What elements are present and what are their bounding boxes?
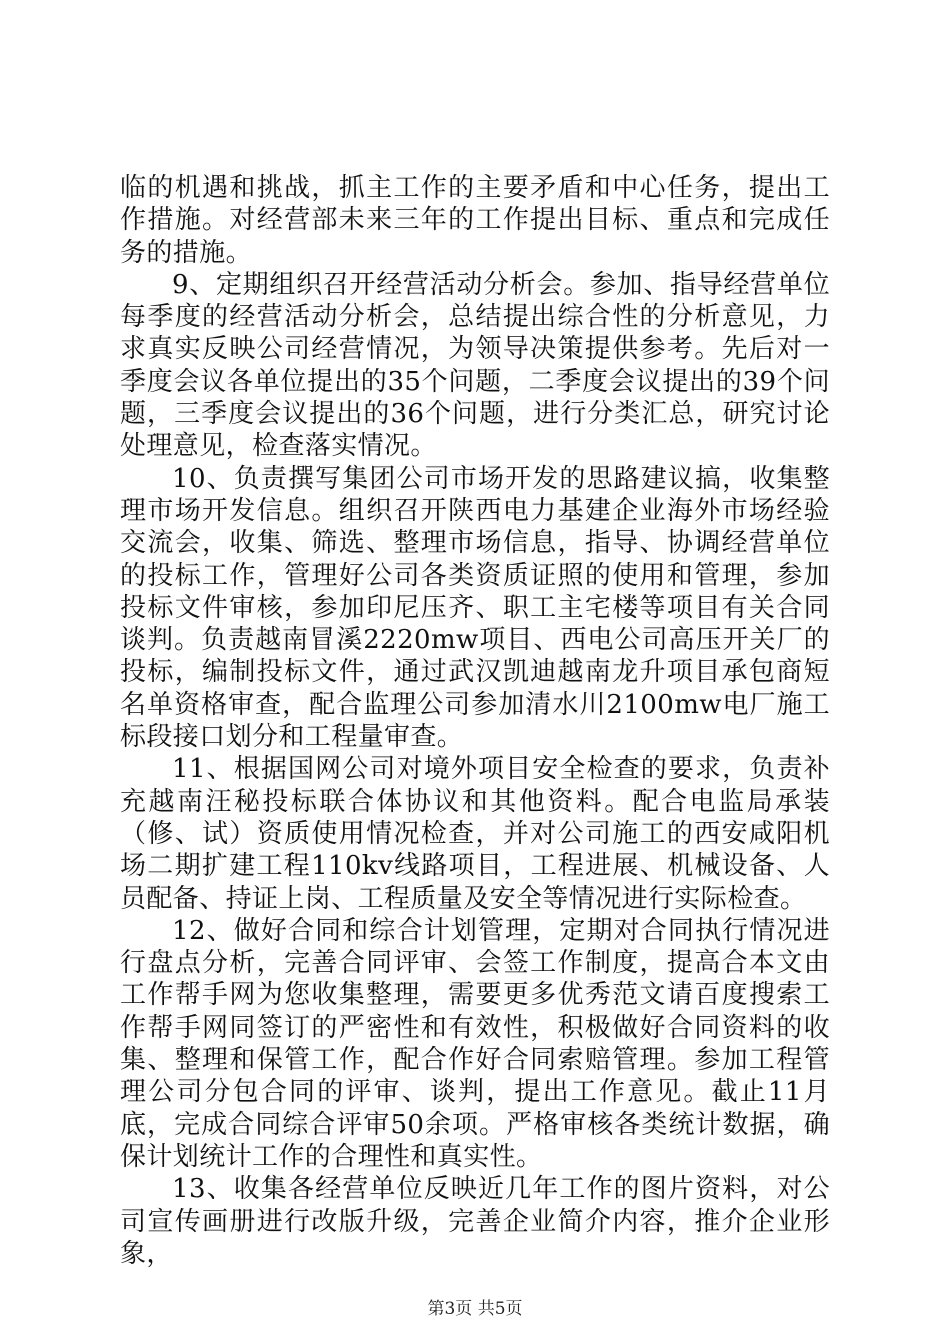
paragraph-item-9: 9、定期组织召开经营活动分析会。参加、指导经营单位每季度的经营活动分析会，总结提出综合性的分析意见，力求真实反映公司经营情况，为领导决策提供参考。先后对一季度会议各单位提出的35个问题，二季度会议提出的39个问题，三季度会议提出的36个问题，进行分类汇总，研究讨论处理意见，检查落实情况。 [120,269,830,462]
document-body [120,172,830,1270]
paragraph-item-11: 11、根据国网公司对境外项目安全检查的要求，负责补充越南汪秘投标联合体协议和其他资料。配合电监局承装（修、试）资质使用情况检查，并对公司施工的西安咸阳机场二期扩建工程110kv线路项目，工程进展、机械设备、人员配备、持证上岗、工程质量及安全等情况进行实际检查。 [120,754,830,914]
page-number-footer: 第3页 共5页 [427,1299,523,1319]
paragraph-item-12: 12、做好合同和综合计划管理，定期对合同执行情况进行盘点分析，完善合同评审、会签工作制度，提高合本文由工作帮手网为您收集整理，需要更多优秀范文请百度搜索工作帮手网同签订的严密性和有效性，积极做好合同资料的收集、整理和保管工作，配合作好合同索赔管理。参加工程管理公司分包合同的评审、谈判，提出工作意见。截止11月底，完成合同综合评审50余项。严格审核各类统计数据，确保计划统计工作的合理性和真实性。 [120,915,830,1172]
paragraph-item-13: 13、收集各经营单位反映近几年工作的图片资料，对公司宣传画册进行改版升级，完善企业简介内容，推介企业形象， [120,1174,830,1269]
paragraph-item-10: 10、负责撰写集团公司市场开发的思路建议搞，收集整理市场开发信息。组织召开陕西电力基建企业海外市场经验交流会，收集、筛选、整理市场信息，指导、协调经营单位的投标工作，管理好公司各类资质证照的使用和管理，参加投标文件审核，参加印尼压齐、职工主宅楼等项目有关合同谈判。负责越南冒溪2220mw项目、西电公司高压开关厂的投标，编制投标文件，通过武汉凯迪越南龙升项目承包商短名单资格审查，配合监理公司参加清水川2100mw电厂施工标段接口划分和工程量审查。 [120,463,830,753]
paragraph-continuation: 临的机遇和挑战，抓主工作的主要矛盾和中心任务，提出工作措施。对经营部未来三年的工作提出目标、重点和完成任务的措施。 [120,173,830,268]
